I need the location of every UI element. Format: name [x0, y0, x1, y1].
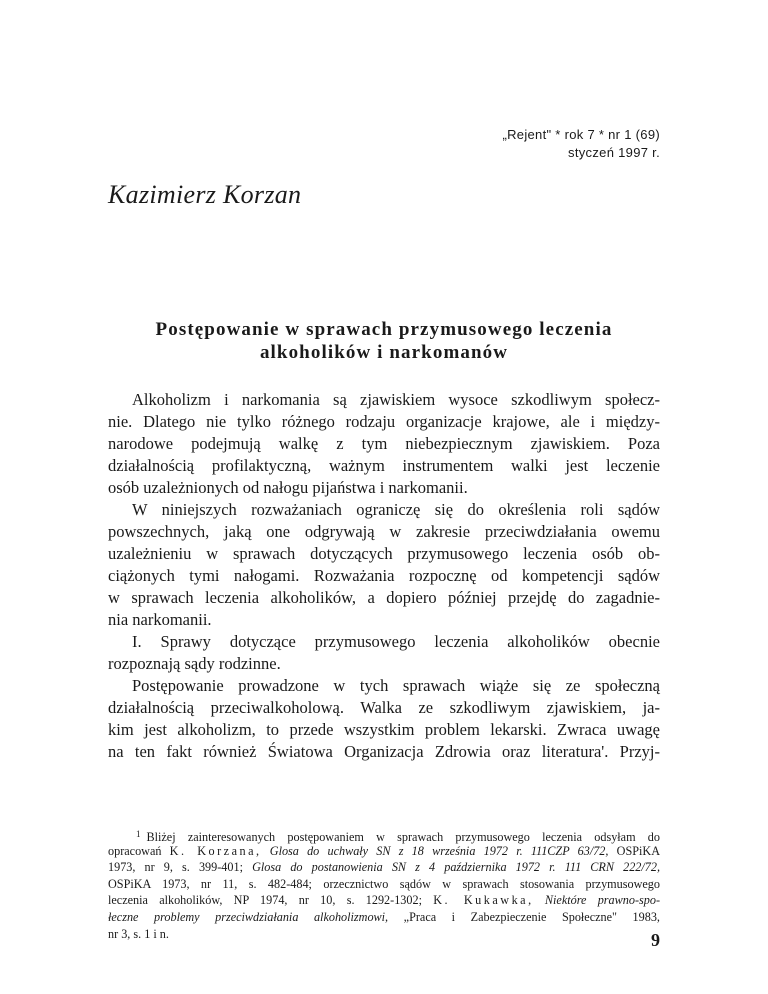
- body-line: nie. Dlatego nie tylko różnego rodzaju organizacje krajowe, ale i między-: [108, 412, 660, 431]
- footnote-citation-title: Glosa do postanowienia SN z 4 października 1972 r. 111 CRN 222/72,: [252, 860, 660, 875]
- article-title: [108, 318, 660, 364]
- footnote-line-4: OSPiKA 1973, nr 11, s. 482-484; orzecznictwo sądów w sprawach stosowania przymusowego: [108, 876, 660, 891]
- title-line-2: alkoholików i narkomanów: [259, 342, 509, 363]
- footnote-text: OSPiKA: [608, 843, 661, 858]
- body-line: osób uzależnionych od nałogu pijaństwa i narkomanii.: [108, 478, 468, 497]
- footnote-text: „Praca i Zabezpieczenie Społeczne" 1983,: [388, 909, 660, 924]
- article-body: [108, 389, 660, 763]
- body-line: działalnością profilaktyczną, ważnym instrumentem walki jest leczenie: [108, 456, 660, 475]
- footnote-line-5: [108, 892, 660, 909]
- page-number: 9: [651, 930, 660, 950]
- body-line: na ten fakt również Światowa Organizacja Zdrowia oraz literatura'. Przyj-: [108, 742, 660, 761]
- footnote: [108, 826, 660, 942]
- footnote-line-3: [108, 859, 660, 876]
- body-line: I. Sprawy dotyczące przymusowego leczenia alkoholików obecnie: [132, 632, 660, 651]
- body-line: uzależnieniu w sprawach dotyczących przymusowego leczenia osób ob-: [108, 544, 660, 563]
- footnote-line-6: [108, 909, 660, 926]
- issue-date: styczeń 1997 r.: [568, 145, 660, 160]
- body-line: w sprawach leczenia alkoholików, a dopiero później przejdę do zagadnie-: [108, 588, 660, 607]
- footnote-marker: 1: [136, 829, 141, 839]
- body-line: rozpoznają sądy rodzinne.: [108, 654, 281, 673]
- journal-info: „Rejent" * rok 7 * nr 1 (69): [502, 127, 660, 142]
- journal-header: [502, 126, 660, 162]
- body-line: nia narkomanii.: [108, 610, 212, 629]
- body-line: powszechnych, jaką one odgrywają w zakresie przeciwdziałania owemu: [108, 522, 660, 541]
- title-line-1: Postępowanie w sprawach przymusowego leczenia: [155, 319, 613, 340]
- body-line: Alkoholizm i narkomania są zjawiskiem wysoce szkodliwym społecz-: [132, 390, 660, 409]
- footnote-line-2: [108, 843, 660, 860]
- footnote-citation-title: Glosa do uchwały SN z 18 września 1972 r. 111CZP 63/72,: [261, 843, 609, 858]
- footnote-line-1: [108, 826, 660, 843]
- footnote-line-7: nr 3, s. 1 i n.: [108, 926, 169, 941]
- author-name: Kazimierz Korzan: [108, 180, 302, 209]
- footnote-text: leczenia alkoholików, NP 1974, nr 10, s. 1292-1302;: [108, 893, 434, 908]
- footnote-text: 1973, nr 9, s. 399-401;: [108, 860, 253, 875]
- footnote-text: opracowań: [108, 843, 170, 858]
- body-line: Postępowanie prowadzone w tych sprawach wiąże się ze społeczną: [132, 676, 660, 695]
- footnote-citation-title: łeczne problemy przeciwdziałania alkoholizmowi,: [108, 909, 389, 924]
- footnote-text: Bliżej zainteresowanych postępowaniem w sprawach przymusowego leczenia odsyłam do: [146, 830, 660, 844]
- footnote-author-name: K. Korzana,: [169, 843, 262, 858]
- footnote-citation-title: Niektóre prawno-spo-: [533, 893, 661, 908]
- body-line: narodowe podejmują walkę z tym niebezpiecznym zjawiskiem. Poza: [108, 434, 660, 453]
- footnote-author-name: K. Kukawka,: [433, 893, 534, 908]
- body-line: działalnością przeciwalkoholową. Walka ze szkodliwym zjawiskiem, ja-: [108, 698, 660, 717]
- body-line: W niniejszych rozważaniach ograniczę się do określenia roli sądów: [132, 500, 660, 519]
- body-line: ciążonych tymi nałogami. Rozważania rozpocznę od kompetencji sądów: [108, 566, 660, 585]
- body-line: kim jest alkoholizm, to przede wszystkim problem lekarski. Zwraca uwagę: [108, 720, 660, 739]
